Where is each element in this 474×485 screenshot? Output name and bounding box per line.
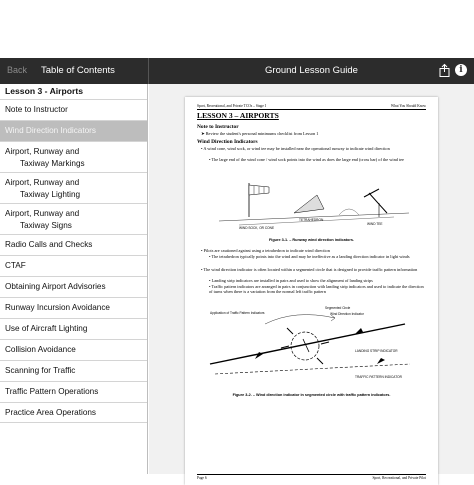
- wind-bullet-2: • Pilots are cautioned against using a tetrahedron to indicate wind direction: [201, 248, 330, 253]
- navigation-bar: [0, 58, 474, 84]
- figure-label: WIND TEE: [367, 222, 383, 226]
- figure-label: Application of Traffic Pattern Indicators: [210, 311, 265, 315]
- sidebar-item-ctaf[interactable]: CTAF: [0, 256, 147, 277]
- wind-bullet-1a: • The large end of the wind cone / wind sock points into the wind as does the large end (cross bar) of the wind tee: [209, 157, 404, 162]
- figure-label: LANDING STRIP INDICATOR: [355, 349, 398, 353]
- sidebar-item-radio-calls[interactable]: Radio Calls and Checks: [0, 235, 147, 256]
- figure-label: WIND SOCK, OR CONE: [239, 226, 275, 230]
- sidebar-item-signs[interactable]: [0, 204, 147, 235]
- sidebar-item-practice-area[interactable]: Practice Area Operations: [0, 403, 147, 423]
- sidebar-item-collision-avoidance[interactable]: Collision Avoidance: [0, 340, 147, 361]
- note-heading: Note to Instructor: [197, 124, 239, 130]
- header-left: Sport, Recreational, and Private TCOs – Stage I: [197, 104, 266, 108]
- sidebar-item-scanning-for-traffic[interactable]: Scanning for Traffic: [0, 361, 147, 382]
- figure-label: TETRAHEDRON: [299, 218, 324, 222]
- page-footer: [197, 474, 426, 480]
- wind-heading: Wind Direction Indicators: [197, 139, 258, 145]
- sidebar-item-note-to-instructor[interactable]: Note to Instructor: [0, 100, 147, 121]
- sidebar-item-label: Taxiway Markings: [20, 159, 85, 168]
- sidebar-item-label: Airport, Runway and: [5, 147, 80, 156]
- sidebar-item-traffic-pattern[interactable]: Traffic Pattern Operations: [0, 382, 147, 403]
- sidebar-item-label: Airport, Runway and: [5, 209, 80, 218]
- wind-bullet-3: • The wind direction indicator is often located within a segmented circle that is designed to provide traffic pattern information: [201, 267, 418, 272]
- sidebar-item-runway-incursion[interactable]: Runway Incursion Avoidance: [0, 298, 147, 319]
- lesson-title: LESSON 3 – AIRPORTS: [197, 111, 279, 120]
- figure-label: Segmented Circle: [325, 306, 351, 310]
- wind-bullet-2a: • The tetrahedron typically points into the wind and may be ineffective as a landing direction indicator in light winds: [209, 254, 410, 259]
- sidebar-item-label: Taxiway Lighting: [20, 190, 81, 199]
- figure-caption: Figure 3-2. – Wind direction indicator in segmented circle with traffic pattern indicators.: [232, 393, 391, 397]
- sidebar-item-markings[interactable]: [0, 142, 147, 173]
- page-header: [197, 104, 426, 110]
- document-title: Ground Lesson Guide: [265, 65, 358, 76]
- sidebar-item-aircraft-lighting[interactable]: Use of Aircraft Lighting: [0, 319, 147, 340]
- note-bullet: ➤ Review the student's personal minimums checklist from Lesson 1: [201, 131, 319, 136]
- sidebar-item-wind-direction-indicators[interactable]: Wind Direction Indicators: [0, 121, 147, 142]
- document-viewer[interactable]: [149, 84, 474, 480]
- figure-caption: Figure 3-1. – Runway wind direction indicators.: [268, 238, 355, 242]
- sidebar-item-lesson-3-airports[interactable]: Lesson 3 - Airports: [0, 84, 147, 100]
- header-right: What You Should Know: [390, 104, 426, 108]
- sidebar-item-airport-advisories[interactable]: Obtaining Airport Advisories: [0, 277, 147, 298]
- table-of-contents-sidebar: [0, 84, 148, 474]
- figure-label: Wind Direction Indicator: [330, 312, 364, 316]
- figure-wind-indicators: [219, 173, 409, 233]
- sidebar-item-label: Airport, Runway and: [5, 178, 80, 187]
- info-icon[interactable]: i: [455, 64, 467, 76]
- wind-bullet-3b: • Traffic pattern indicators are arranged in pairs in conjunction with landing strip indicators and used to indicate the direction of turns when there is a variation from the normal left traffic pattern: [209, 284, 424, 295]
- sidebar-item-label: Taxiway Signs: [20, 221, 72, 230]
- footer-right: Sport, Recreational, and Private Pilot: [372, 476, 426, 480]
- wind-bullet-1: • A wind cone, wind sock, or wind tee may be installed near the operational runway to indicate wind direction: [201, 146, 390, 151]
- figure-label: TRAFFIC PATTERN INDICATOR: [355, 375, 402, 379]
- footer-left: Page 6: [197, 476, 207, 480]
- sidebar-item-lighting[interactable]: [0, 173, 147, 204]
- share-icon[interactable]: [439, 64, 450, 77]
- table-of-contents-title: Table of Contents: [41, 65, 115, 76]
- document-page: [185, 97, 438, 485]
- wind-bullet-3a: • Landing strip indicators are installed in pairs and used to show the alignment of landing strips: [209, 278, 373, 283]
- back-button[interactable]: Back: [7, 65, 28, 75]
- figure-segmented-circle: [205, 304, 420, 389]
